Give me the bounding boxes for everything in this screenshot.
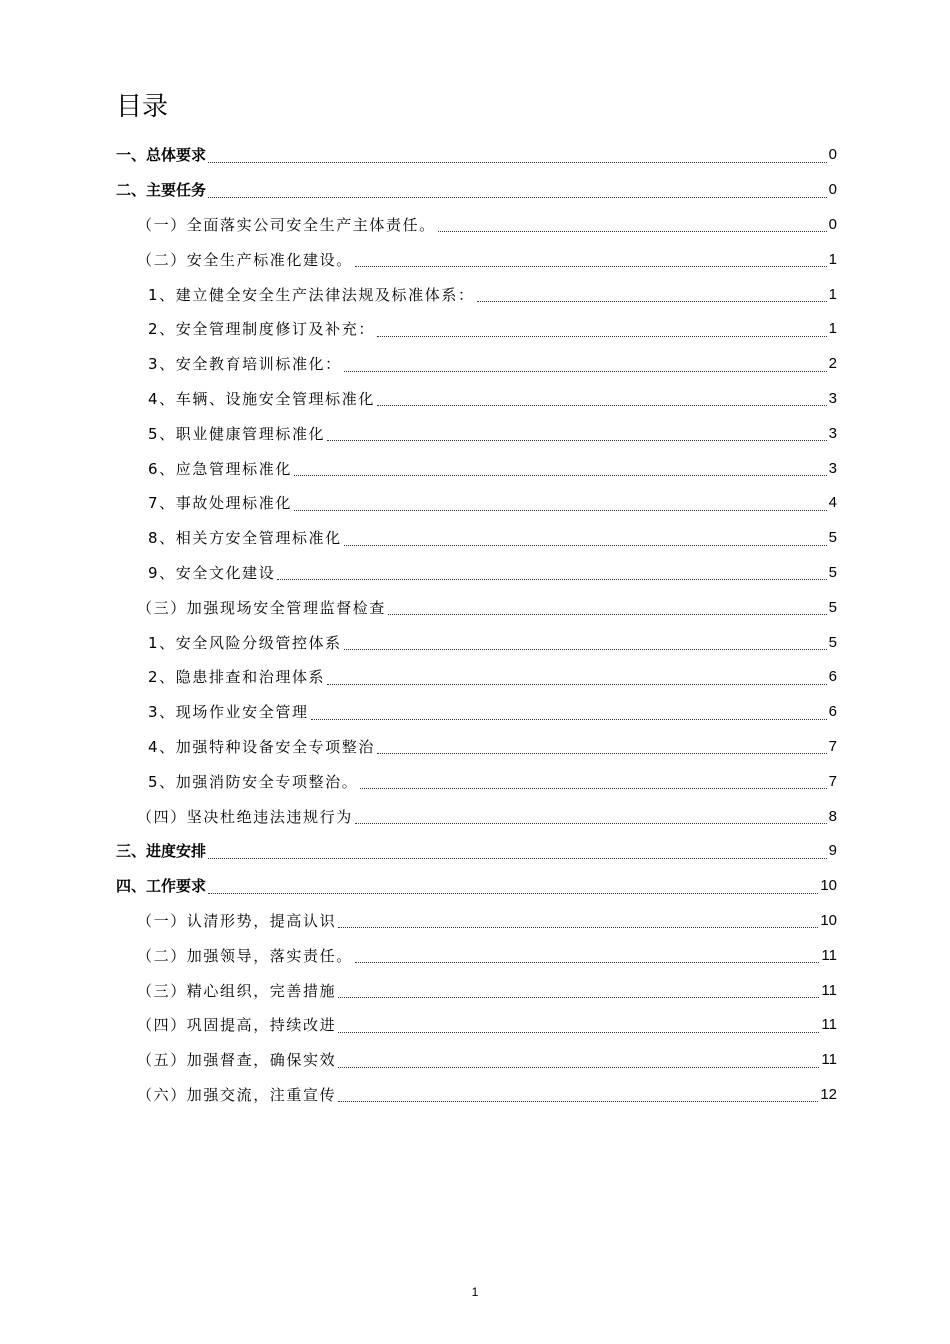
- footer-page-number: 1: [471, 1285, 479, 1299]
- toc-entry-label: （五）加强督查，确保实效: [137, 1051, 337, 1070]
- toc-dot-leader: [294, 510, 827, 511]
- toc-entry-label: 6、应急管理标准化: [148, 459, 292, 478]
- toc-entry-label: 2、隐患排查和治理体系: [148, 668, 326, 687]
- toc-entry-label: （二）安全生产标准化建设。: [137, 250, 353, 269]
- toc-entry-page-number: 0: [828, 181, 837, 199]
- toc-entry-page-number: 11: [821, 1016, 837, 1034]
- toc-dot-leader: [355, 823, 827, 824]
- toc-entry-label: 4、加强特种设备安全专项整治: [148, 737, 375, 756]
- toc-dot-leader: [208, 162, 827, 163]
- toc-dot-leader: [327, 440, 827, 441]
- toc-entry-page-number: 5: [828, 529, 837, 547]
- toc-entry[interactable]: [116, 208, 837, 243]
- toc-entry-page-number: 6: [828, 668, 837, 686]
- table-of-contents: [116, 138, 837, 1112]
- toc-entry-label: （二）加强领导，落实责任。: [137, 946, 353, 965]
- toc-entry-page-number: 7: [828, 737, 837, 755]
- toc-entry[interactable]: [116, 938, 837, 973]
- toc-dot-leader: [327, 684, 827, 685]
- toc-entry-label: 8、相关方安全管理标准化: [148, 529, 342, 548]
- toc-entry-label: （六）加强交流，注重宣传: [137, 1085, 337, 1104]
- toc-entry-page-number: 1: [828, 285, 837, 303]
- toc-entry-page-number: 8: [828, 807, 837, 825]
- toc-dot-leader: [344, 545, 827, 546]
- toc-entry[interactable]: [116, 1043, 837, 1078]
- toc-entry-label: （三）加强现场安全管理监督检查: [137, 598, 387, 617]
- toc-entry[interactable]: [116, 1078, 837, 1113]
- toc-dot-leader: [388, 614, 827, 615]
- toc-entry[interactable]: [116, 138, 837, 173]
- toc-entry-label: 4、车辆、设施安全管理标准化: [148, 389, 375, 408]
- toc-dot-leader: [208, 893, 818, 894]
- toc-entry[interactable]: [116, 799, 837, 834]
- toc-entry-page-number: 11: [821, 946, 837, 964]
- toc-entry-label: （三）精心组织，完善措施: [137, 981, 337, 1000]
- toc-dot-leader: [338, 997, 819, 998]
- toc-dot-leader: [277, 579, 826, 580]
- toc-dot-leader: [311, 719, 827, 720]
- toc-entry-label: 2、安全管理制度修订及补充：: [148, 320, 375, 339]
- toc-entry-label: （一）全面落实公司安全生产主体责任。: [137, 215, 436, 234]
- toc-entry-page-number: 7: [828, 772, 837, 790]
- toc-dot-leader: [208, 197, 827, 198]
- toc-entry[interactable]: [116, 451, 837, 486]
- toc-entry-page-number: 10: [820, 911, 837, 929]
- toc-dot-leader: [344, 371, 827, 372]
- toc-dot-leader: [377, 336, 827, 337]
- toc-dot-leader: [338, 1067, 819, 1068]
- toc-entry-label: 9、安全文化建设: [148, 563, 276, 582]
- toc-entry-page-number: 4: [828, 494, 837, 512]
- toc-entry-page-number: 11: [821, 981, 837, 999]
- toc-entry-label: 1、安全风险分级管控体系: [148, 633, 342, 652]
- toc-dot-leader: [294, 475, 827, 476]
- toc-entry-page-number: 5: [828, 598, 837, 616]
- toc-entry-page-number: 2: [828, 355, 837, 373]
- toc-entry[interactable]: [116, 242, 837, 277]
- toc-entry[interactable]: [116, 382, 837, 417]
- toc-entry-page-number: 3: [828, 424, 837, 442]
- toc-entry-label: 7、事故处理标准化: [148, 494, 292, 513]
- toc-dot-leader: [355, 962, 820, 963]
- toc-dot-leader: [477, 301, 827, 302]
- toc-dot-leader: [377, 753, 827, 754]
- toc-entry[interactable]: [116, 556, 837, 591]
- toc-entry-label: 1、建立健全安全生产法律法规及标准体系：: [148, 285, 475, 304]
- toc-entry-label: 3、现场作业安全管理: [148, 703, 309, 722]
- toc-entry-label: （四）坚决杜绝违法违规行为: [137, 807, 353, 826]
- toc-entry[interactable]: [116, 173, 837, 208]
- toc-entry-page-number: 1: [828, 320, 837, 338]
- toc-dot-leader: [344, 649, 827, 650]
- toc-entry[interactable]: [116, 904, 837, 939]
- toc-dot-leader: [338, 927, 818, 928]
- toc-entry[interactable]: [116, 521, 837, 556]
- toc-title: 目录: [116, 92, 169, 122]
- toc-dot-leader: [208, 858, 827, 859]
- toc-dot-leader: [360, 788, 826, 789]
- toc-entry-page-number: 5: [828, 633, 837, 651]
- toc-entry[interactable]: [116, 834, 837, 869]
- toc-entry[interactable]: [116, 312, 837, 347]
- toc-entry-page-number: 0: [828, 146, 837, 164]
- toc-entry-label: 二、主要任务: [116, 181, 207, 200]
- toc-dot-leader: [438, 231, 827, 232]
- toc-dot-leader: [338, 1032, 819, 1033]
- toc-entry-page-number: 10: [820, 877, 837, 895]
- toc-entry[interactable]: [116, 590, 837, 625]
- toc-entry-label: 3、安全教育培训标准化：: [148, 355, 342, 374]
- toc-dot-leader: [377, 405, 827, 406]
- toc-entry[interactable]: [116, 486, 837, 521]
- toc-entry-page-number: 3: [828, 459, 837, 477]
- toc-entry-page-number: 9: [828, 842, 837, 860]
- toc-entry-label: 一、总体要求: [116, 146, 207, 165]
- toc-entry-page-number: 11: [821, 1051, 837, 1069]
- toc-entry-page-number: 3: [828, 389, 837, 407]
- toc-entry[interactable]: [116, 347, 837, 382]
- toc-dot-leader: [355, 266, 827, 267]
- toc-entry[interactable]: [116, 869, 837, 904]
- toc-entry[interactable]: [116, 730, 837, 765]
- toc-dot-leader: [338, 1101, 818, 1102]
- toc-entry-page-number: 12: [820, 1085, 837, 1103]
- toc-entry-page-number: 5: [828, 563, 837, 581]
- toc-entry[interactable]: [116, 695, 837, 730]
- toc-entry-page-number: 0: [828, 215, 837, 233]
- toc-entry[interactable]: [116, 625, 837, 660]
- toc-entry-page-number: 6: [828, 703, 837, 721]
- toc-entry-page-number: 1: [828, 250, 837, 268]
- toc-entry-label: （一）认清形势，提高认识: [137, 911, 337, 930]
- toc-entry[interactable]: [116, 416, 837, 451]
- toc-entry-label: 5、加强消防安全专项整治。: [148, 772, 359, 791]
- toc-entry-label: 5、职业健康管理标准化: [148, 424, 326, 443]
- toc-entry[interactable]: [116, 973, 837, 1008]
- toc-entry[interactable]: [116, 660, 837, 695]
- toc-entry[interactable]: [116, 277, 837, 312]
- toc-entry[interactable]: [116, 1008, 837, 1043]
- toc-entry[interactable]: [116, 764, 837, 799]
- toc-entry-label: 三、进度安排: [116, 842, 207, 861]
- toc-entry-label: 四、工作要求: [116, 877, 207, 896]
- toc-entry-label: （四）巩固提高，持续改进: [137, 1016, 337, 1035]
